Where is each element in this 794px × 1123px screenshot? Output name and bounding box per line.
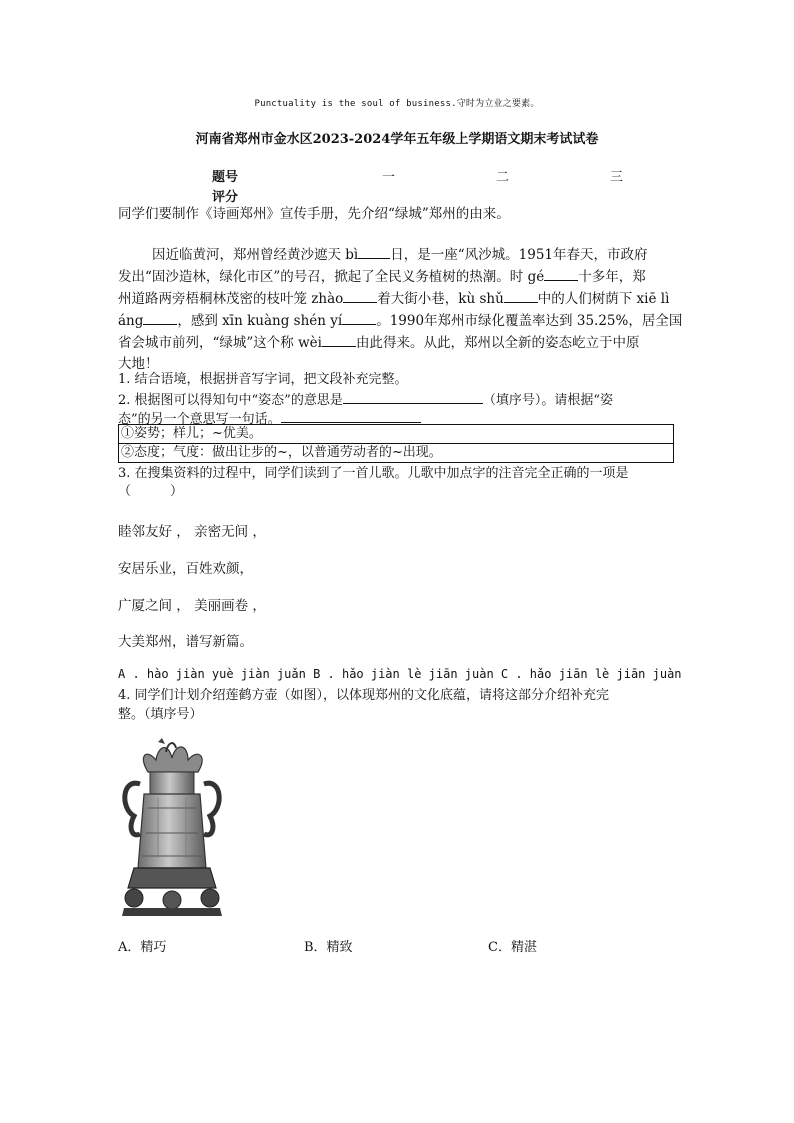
answer-blank[interactable]	[281, 408, 421, 423]
passage-text: 中的人们树荫下 xiē lì	[537, 291, 670, 307]
answer-blank[interactable]	[143, 310, 177, 325]
answer-blank[interactable]	[342, 310, 376, 325]
passage-text: 州道路两旁梧桐林茂密的枝叶笼 zhào	[118, 291, 344, 307]
passage-text: 日，是一座“风沙城。1951年春天，市政府	[390, 247, 648, 263]
choice-b: B．精致	[304, 940, 353, 955]
lotus-crane-pot-image	[118, 738, 226, 918]
score-label-score: 评分	[212, 190, 239, 205]
question-2-text: 态”的另一个意思写一句话。	[118, 412, 281, 427]
passage-text: 大地！	[118, 356, 159, 372]
passage-text: 发出“固沙造林，绿化市区”的号召，掀起了全民义务植树的热潮。时 gé	[118, 269, 545, 285]
question-3: 3. 在搜集资料的过程中，同学们读到了一首儿歌。儿歌中加点字的注音完全正确的一项是	[118, 466, 629, 481]
poem-line: 广厦之间 ， 美丽画卷 ，	[118, 598, 266, 614]
answer-blank[interactable]	[544, 266, 578, 281]
poem-line: 睦邻友好 ， 亲密无间 ，	[118, 524, 266, 540]
poem-line: 大美郑州，谱写新篇。	[118, 634, 253, 650]
answer-blank[interactable]	[358, 244, 390, 259]
question-2-text: （填序号）。请根据“姿	[482, 393, 613, 408]
answer-blank[interactable]	[343, 288, 377, 303]
question-1: 1. 结合语境，根据拼音写字词，把文段补充完整。	[118, 372, 408, 387]
score-col-2: 二	[496, 170, 510, 185]
passage-text: áng	[118, 313, 144, 329]
score-label-question: 题号	[212, 170, 239, 185]
question-2	[118, 389, 678, 410]
definition-item: ①姿势；样儿；~优美。	[121, 426, 262, 441]
page-header-quote: Punctuality is the soul of business.守时为立业之要素。	[254, 99, 540, 109]
passage-text: 因近临黄河，郑州曾经黄沙遮天 bì	[152, 247, 359, 263]
question-2-text: 2. 根据图可以得知句中“姿态”的意思是	[118, 393, 343, 408]
poem-line: 安居乐业，百姓欢颜，	[118, 561, 253, 577]
question-4-line2: 整。（填序号）	[118, 707, 203, 722]
question-4: 4. 同学们计划介绍莲鹤方壶（如图），以体现郑州的文化底蕴，请将这部分介绍补充完	[118, 688, 610, 703]
question-3-options: A . hào jiàn yuè jiàn juǎn B . hǎo jiàn lè jiān juàn C . hǎo jiān lè jiān juàn	[118, 667, 682, 681]
exam-title: 河南省郑州市金水区2023-2024学年五年级上学期语文期末考试试卷	[195, 132, 599, 147]
passage-text: ，感到 xīn kuàng shén yí	[177, 313, 343, 329]
passage-text: 。1990年郑州市绿化覆盖率达到 35.25%，居全国	[376, 313, 683, 329]
answer-blank[interactable]	[322, 332, 356, 347]
passage-text: 省会城市前列，“绿城”这个称 wèi	[118, 335, 322, 351]
definition-item: ②态度；气度：做出让步的~，以普通劳动者的~出现。	[119, 443, 673, 462]
passage-text: 十多年，郑	[578, 269, 646, 285]
passage-text: 由此得来。从此，郑州以全新的姿态屹立于中原	[355, 335, 640, 351]
passage-text: 着大街小巷，kù shǔ	[377, 291, 504, 307]
definition-box	[118, 424, 674, 463]
question-3-bracket: （ ）	[118, 484, 184, 499]
intro-text: 同学们要制作《诗画郑州》宣传手册，先介绍“绿城”郑州的由来。	[118, 206, 510, 222]
answer-blank[interactable]	[343, 389, 483, 404]
score-col-1: 一	[382, 170, 396, 185]
score-col-3: 三	[610, 170, 624, 185]
choice-c: C．精湛	[488, 940, 537, 955]
reading-passage	[118, 244, 683, 375]
choice-a: A．精巧	[118, 940, 167, 955]
answer-blank[interactable]	[504, 288, 538, 303]
